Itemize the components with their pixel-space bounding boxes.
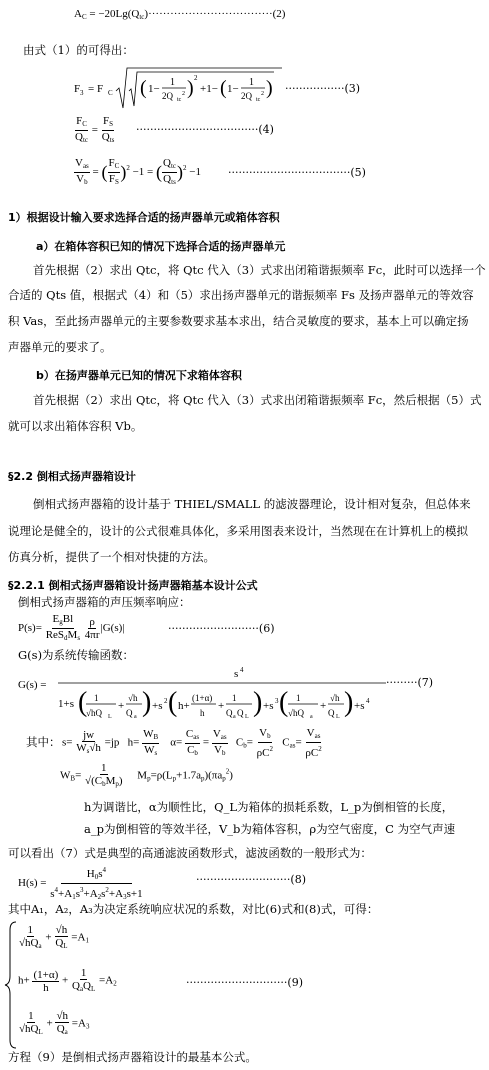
svg-text:1: 1	[249, 77, 254, 88]
svg-text:√hQ: √hQ	[86, 708, 102, 718]
equation-8-number: ···························(8)	[196, 873, 306, 886]
svg-text:L: L	[245, 714, 249, 720]
svg-text:√h: √h	[330, 693, 340, 703]
equation-2: $A_C = -20Lg(Q_{tc})\cdot\cdot\cdot\cdot\cdot\cdot\cdot\cdot\cdot\cdot\cdot\cdot\cdot\cdot\cdot\cdot\cdot\cdot\cdot\cdot\cdot\cdot\cdot\cdot\cdot\cdot\cdot\cdot\cdot\cdot\cdot\cdot\cdot\cdot(2)$	[74, 8, 286, 21]
paragraph-1-line-2: 合适的 Qts 值，根据式（4）和（5）求出扬声器单元的谐振频率 Fs 及扬声器单元的等效容	[8, 288, 474, 302]
svg-text:1: 1	[94, 693, 99, 703]
svg-text:2: 2	[194, 74, 198, 82]
svg-text:(: (	[168, 687, 178, 718]
svg-text:2: 2	[261, 91, 264, 97]
paragraph-6-line-2: a_p为倒相管的等效半径，V_b为箱体容积，ρ为空气密度，C 为空气声速	[84, 822, 456, 836]
svg-text:): )	[253, 687, 263, 718]
svg-text:tc: tc	[177, 97, 182, 103]
svg-text:h+: h+	[178, 700, 190, 712]
svg-text:): )	[344, 687, 354, 718]
svg-text:+: +	[320, 700, 327, 712]
svg-text:2Q: 2Q	[241, 91, 252, 101]
equation-9-number: ·····························(9)	[186, 976, 303, 989]
equation-5: $\frac{V_{as}}{V_b}$ = ( $\frac{F_C}{F_S}$ )$^2$ −1 = ( $\frac{Q_{tc}}{Q_{ts}}$ )$^2$ −1	[75, 157, 201, 186]
svg-text:2Q: 2Q	[162, 91, 173, 101]
svg-text:): )	[266, 77, 273, 99]
svg-text:1: 1	[296, 693, 301, 703]
equation-4: $\frac{F_C}{Q_{tc}}$ = $\frac{F_S}{Q_{ts}}$	[75, 115, 115, 144]
section-1b-heading: b）在扬声器单元已知的情况下求箱体容积	[36, 369, 242, 382]
svg-text:+s: +s	[152, 700, 163, 712]
paragraph-7-line-1: 可以看出（7）式是典型的高通滤波函数形式，滤波函数的一般形式为：	[8, 846, 372, 860]
svg-text:(: (	[140, 77, 147, 99]
equation-7-number: ·········(7)	[386, 676, 434, 689]
svg-text:+: +	[218, 700, 225, 712]
definitions-line-1: s= $\frac{jw}{W_s√h}$ =jp h= $\frac{W_B}{W_s}$ α= $\frac{C_{as}}{C_b}$ = $\frac{V_{as}}{V_b}$ $C_b=$ $\frac{V_b}{\rho C^2}$ $C_{as}=$ $\frac{V_{as}}{\rho C^2}$	[62, 727, 322, 759]
svg-text:F: F	[74, 83, 81, 95]
paragraph-3-line-2: 说理论是健全的，设计的公式很难具体化，多采用图表来设计，当然现在在计算机上的模拟	[8, 524, 468, 538]
svg-text:s: s	[234, 668, 239, 680]
paragraph-4-line-1: 倒相式扬声器箱的声压频率响应：	[18, 595, 191, 609]
equation-9-row-3: $\frac{1}{√hQ_L}$ + $\frac{√h}{Q_a}$ $=A_3$	[19, 1010, 90, 1036]
svg-text:): )	[142, 687, 152, 718]
equation-6: P(s)= $\frac{E_gBl}{ReS_dM_s}$ $\frac{\rho}{4\pi r}$ |G(s)|	[18, 613, 125, 642]
paragraph-1-line-4: 声器单元的要求了。	[8, 340, 112, 354]
svg-text:(1+α): (1+α)	[192, 693, 213, 703]
svg-text:+s: +s	[354, 700, 365, 712]
paragraph-3-line-1: 倒相式扬声器箱的设计基于 THIEL/SMALL 的滤波器理论，设计相对复杂，但总体来	[33, 497, 471, 511]
svg-text:= F: = F	[88, 83, 104, 95]
svg-text:a: a	[134, 714, 137, 720]
svg-text:1−: 1−	[227, 83, 239, 95]
equation-3-number: ·················(3)	[285, 82, 361, 95]
svg-text:+: +	[118, 700, 125, 712]
svg-text:a: a	[233, 714, 236, 720]
paragraph-1-line-1: 首先根据（2）求出 Qtc，将 Qtc 代入（3）式求出闭箱谐振频率 Fc，此时可以选择一个	[33, 263, 486, 277]
section-2-2-1-heading: §2.2.1 倒相式扬声器箱设计扬声器箱基本设计公式	[8, 579, 258, 592]
svg-text:): )	[187, 77, 194, 99]
svg-text:L: L	[108, 714, 112, 720]
svg-text:tc: tc	[256, 97, 261, 103]
paragraph-3-line-3: 仿真分析，提供了一个相对快捷的方法。	[8, 550, 215, 564]
svg-text:4: 4	[366, 697, 370, 705]
svg-text:h: h	[200, 708, 205, 718]
svg-text:G(s) =: G(s) =	[18, 679, 47, 691]
svg-text:2: 2	[164, 697, 168, 705]
equation-7	[18, 665, 388, 728]
paragraph-2-line-1: 首先根据（2）求出 Qtc，将 Qtc 代入（3）式求出闭箱谐振频率 Fc，然后根据（5）式	[33, 393, 482, 407]
equation-9-row-1: $\frac{1}{√hQ_a}$ + $\frac{√h}{Q_L}$ $=A_1$	[19, 924, 89, 950]
equation-6-number: ··························(6)	[168, 622, 275, 635]
svg-text:+s: +s	[263, 700, 274, 712]
section-1a-heading: a）在箱体容积已知的情况下选择合适的扬声器单元	[36, 240, 286, 253]
paragraph-8-line-1: 其中A₁，A₂，A₃为决定系统响应状况的系数，对比(6)式和(8)式，可得：	[8, 902, 379, 916]
svg-text:a: a	[310, 714, 313, 720]
definitions-line-2: $W_B=$ $\frac{1}{√(C_bM_p)}$ $M_p=\rho(L_p+1.7a_p)(\pi a_p^2)$	[60, 762, 233, 788]
section-2-2-heading: §2.2 倒相式扬声器箱设计	[8, 470, 136, 483]
svg-text:√hQ: √hQ	[288, 708, 304, 718]
paragraph-2-line-2: 就可以求出箱体容积 Vb。	[8, 419, 143, 433]
equation-4-number: ···································(4)	[136, 123, 274, 136]
paragraph-6-line-1: h为调谐比，α为顺性比，Q_L为箱体的损耗系数，L_p为倒相管的长度，	[84, 800, 454, 814]
equation-5-number: ···································(5)	[228, 166, 366, 179]
svg-text:(: (	[220, 77, 227, 99]
svg-text:Q: Q	[328, 708, 335, 718]
svg-text:3: 3	[275, 697, 279, 705]
equation-3-svg	[74, 66, 284, 110]
paragraph-5-line-1: G(s)为系统传输函数：	[18, 648, 135, 662]
svg-text:Q: Q	[126, 708, 133, 718]
svg-text:2: 2	[182, 91, 185, 97]
text-from-eq1: 由式（1）的可得出：	[23, 43, 134, 57]
svg-text:(: (	[78, 687, 88, 718]
svg-text:L: L	[336, 714, 340, 720]
svg-text:Q: Q	[226, 708, 233, 718]
where-label: 其中：	[26, 735, 61, 749]
svg-text:Q: Q	[237, 708, 244, 718]
equation-9-brace	[4, 920, 18, 1050]
section-1-heading: 1）根据设计输入要求选择合适的扬声器单元或箱体容积	[8, 211, 280, 224]
svg-text:1+s: 1+s	[58, 698, 74, 710]
svg-text:C: C	[108, 89, 113, 97]
paragraph-9-line-1: 方程（9）是倒相式扬声器箱设计的最基本公式。	[8, 1050, 257, 1064]
svg-text:3: 3	[80, 89, 84, 97]
equation-9-row-2: h+ $\frac{(1+\alpha)}{h}$ + $\frac{1}{Q_aQ_L}$ $=A_2$	[18, 967, 117, 994]
svg-text:√h: √h	[128, 693, 138, 703]
equation-7-svg	[18, 665, 388, 725]
brace-svg	[4, 920, 18, 1050]
svg-text:+1−: +1−	[200, 83, 218, 95]
svg-text:4: 4	[240, 666, 244, 674]
equation-8: H(s) = $\frac{H_0s^4}{s^4+A_1s^3+A_2s^2+A_3s+1}$	[18, 866, 143, 901]
svg-text:1: 1	[232, 693, 237, 703]
paragraph-1-line-3: 积 Vas，至此扬声器单元的主要参数要求基本求出，结合灵敏度的要求，基本上可以确定扬	[8, 314, 469, 328]
svg-text:1−: 1−	[148, 83, 160, 95]
svg-text:(: (	[279, 687, 289, 718]
equation-3	[74, 66, 284, 110]
svg-text:1: 1	[170, 77, 175, 88]
